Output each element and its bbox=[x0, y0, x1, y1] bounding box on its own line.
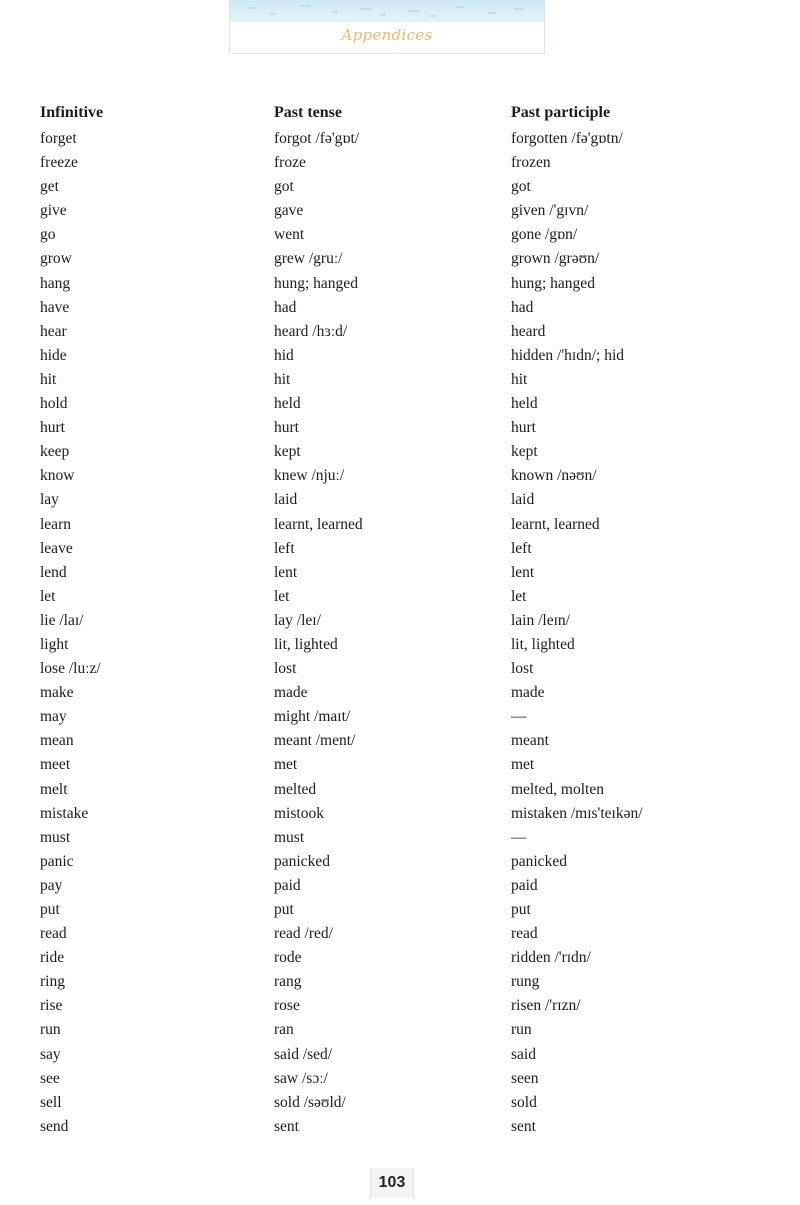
page-number: 103 bbox=[370, 1168, 414, 1198]
past-tense-cell: lost bbox=[274, 660, 297, 678]
infinitive-cell: grow bbox=[40, 250, 72, 268]
past-participle-cell: — bbox=[511, 828, 527, 846]
past-tense-cell: had bbox=[274, 298, 297, 316]
past-tense-cell: paid bbox=[274, 876, 301, 894]
past-tense-cell: lit, lighted bbox=[274, 635, 338, 653]
infinitive-cell: mean bbox=[40, 732, 74, 750]
past-tense-cell: rang bbox=[274, 973, 302, 991]
table-row bbox=[0, 200, 800, 224]
past-participle-cell: left bbox=[511, 539, 532, 557]
infinitive-cell: freeze bbox=[40, 154, 78, 172]
table-row bbox=[0, 321, 800, 345]
infinitive-cell: see bbox=[40, 1069, 60, 1087]
past-tense-cell: hit bbox=[274, 370, 291, 388]
infinitive-cell: light bbox=[40, 635, 69, 653]
past-participle-cell: forgotten /fə'gɒtn/ bbox=[511, 130, 623, 147]
past-participle-cell: paid bbox=[511, 876, 538, 894]
past-participle-cell: sent bbox=[511, 1117, 536, 1135]
infinitive-cell: sell bbox=[40, 1093, 62, 1111]
infinitive-cell: may bbox=[40, 708, 67, 726]
table-row bbox=[0, 706, 800, 730]
table-row bbox=[0, 152, 800, 176]
past-tense-cell: put bbox=[274, 901, 294, 918]
infinitive-cell: meet bbox=[40, 756, 71, 774]
past-tense-cell: must bbox=[274, 828, 305, 846]
table-row bbox=[0, 658, 800, 682]
infinitive-cell: put bbox=[40, 901, 60, 918]
table-row bbox=[0, 514, 800, 538]
infinitive-cell: hide bbox=[40, 346, 67, 364]
table-row bbox=[0, 1044, 800, 1068]
infinitive-cell: say bbox=[40, 1045, 61, 1063]
past-tense-cell: lent bbox=[274, 563, 298, 581]
past-participle-cell: got bbox=[511, 178, 531, 196]
past-participle-cell: heard bbox=[511, 322, 546, 340]
table-row bbox=[0, 297, 800, 321]
infinitive-cell: get bbox=[40, 178, 59, 196]
past-participle-cell: had bbox=[511, 298, 534, 316]
infinitive-cell: hurt bbox=[40, 419, 65, 437]
infinitive-cell: ride bbox=[40, 949, 65, 967]
past-tense-cell: sold /səʊld/ bbox=[274, 1093, 346, 1111]
table-row bbox=[0, 682, 800, 706]
infinitive-cell: leave bbox=[40, 539, 73, 557]
past-tense-cell: panicked bbox=[274, 852, 330, 870]
past-tense-cell: ran bbox=[274, 1021, 294, 1039]
past-tense-cell: hurt bbox=[274, 419, 299, 437]
past-participle-cell: melted, molten bbox=[511, 780, 604, 798]
section-header-tab bbox=[229, 0, 545, 54]
past-participle-cell: hidden /'hɪdn/; hid bbox=[511, 346, 625, 364]
infinitive-cell: lie /laɪ/ bbox=[40, 611, 84, 629]
past-tense-cell: learnt, learned bbox=[274, 515, 363, 533]
past-participle-cell: — bbox=[511, 708, 527, 726]
table-row bbox=[0, 1092, 800, 1116]
table-header-row bbox=[0, 104, 800, 126]
past-participle-cell: known /nəʊn/ bbox=[511, 467, 597, 485]
past-tense-cell: rose bbox=[274, 997, 300, 1015]
header-decoration bbox=[230, 0, 544, 22]
table-row bbox=[0, 393, 800, 417]
past-participle-cell: put bbox=[511, 901, 531, 918]
table-row bbox=[0, 1116, 800, 1140]
infinitive-cell: have bbox=[40, 298, 70, 316]
table-row bbox=[0, 634, 800, 658]
infinitive-cell: let bbox=[40, 587, 56, 605]
past-participle-cell: kept bbox=[511, 443, 538, 461]
past-tense-cell: kept bbox=[274, 443, 301, 461]
past-tense-cell: let bbox=[274, 587, 290, 605]
past-tense-cell: hung; hanged bbox=[274, 274, 358, 292]
table-row bbox=[0, 803, 800, 827]
infinitive-cell: read bbox=[40, 925, 67, 943]
past-tense-cell: said /sed/ bbox=[274, 1045, 333, 1063]
past-participle-cell: lit, lighted bbox=[511, 635, 575, 653]
infinitive-cell: lend bbox=[40, 563, 67, 581]
table-row bbox=[0, 851, 800, 875]
past-tense-cell: got bbox=[274, 178, 294, 196]
infinitive-cell: go bbox=[40, 226, 56, 244]
past-participle-cell: met bbox=[511, 756, 535, 774]
past-participle-cell: hit bbox=[511, 370, 528, 388]
past-tense-cell: froze bbox=[274, 154, 306, 172]
irregular-verbs-table bbox=[0, 128, 800, 1140]
table-row bbox=[0, 345, 800, 369]
infinitive-cell: know bbox=[40, 467, 75, 485]
past-tense-cell: forgot /fə'gɒt/ bbox=[274, 130, 360, 147]
table-row bbox=[0, 827, 800, 851]
infinitive-cell: hit bbox=[40, 370, 57, 388]
past-participle-cell: rung bbox=[511, 973, 540, 991]
past-tense-cell: read /red/ bbox=[274, 925, 333, 943]
table-row bbox=[0, 779, 800, 803]
infinitive-cell: hang bbox=[40, 274, 71, 292]
table-row bbox=[0, 730, 800, 754]
past-tense-cell: lay /leɪ/ bbox=[274, 611, 321, 629]
infinitive-cell: keep bbox=[40, 443, 70, 461]
past-participle-cell: panicked bbox=[511, 852, 567, 870]
past-tense-cell: heard /hɜːd/ bbox=[274, 322, 348, 340]
infinitive-cell: ring bbox=[40, 973, 65, 991]
past-tense-cell: gave bbox=[274, 202, 304, 220]
past-participle-cell: lent bbox=[511, 563, 535, 581]
past-participle-cell: gone /gɒn/ bbox=[511, 226, 578, 244]
past-tense-cell: melted bbox=[274, 780, 317, 798]
table-row bbox=[0, 971, 800, 995]
table-row bbox=[0, 176, 800, 200]
infinitive-cell: give bbox=[40, 202, 67, 220]
section-title: Appendices bbox=[341, 26, 433, 44]
table-row bbox=[0, 754, 800, 778]
infinitive-cell: hear bbox=[40, 322, 67, 340]
past-participle-cell: hung; hanged bbox=[511, 274, 595, 292]
infinitive-cell: send bbox=[40, 1117, 69, 1135]
table-row bbox=[0, 875, 800, 899]
past-participle-cell: mistaken /mɪs'teɪkən/ bbox=[511, 804, 643, 822]
infinitive-cell: forget bbox=[40, 130, 77, 147]
infinitive-cell: mistake bbox=[40, 804, 89, 822]
table-row bbox=[0, 947, 800, 971]
past-participle-cell: run bbox=[511, 1021, 532, 1039]
infinitive-cell: rise bbox=[40, 997, 63, 1015]
past-participle-cell: seen bbox=[511, 1069, 539, 1087]
table-row bbox=[0, 441, 800, 465]
past-tense-cell: laid bbox=[274, 491, 298, 509]
table-row bbox=[0, 248, 800, 272]
table-row bbox=[0, 1019, 800, 1043]
table-row bbox=[0, 538, 800, 562]
header-decoration-band bbox=[230, 0, 544, 22]
infinitive-cell: lay bbox=[40, 491, 59, 509]
past-tense-cell: mistook bbox=[274, 804, 324, 822]
past-tense-cell: sent bbox=[274, 1117, 299, 1135]
table-row bbox=[0, 995, 800, 1019]
table-row bbox=[0, 224, 800, 248]
infinitive-cell: pay bbox=[40, 876, 63, 894]
past-tense-cell: made bbox=[274, 684, 308, 702]
infinitive-cell: melt bbox=[40, 780, 68, 798]
past-tense-cell: left bbox=[274, 539, 295, 557]
past-participle-cell: hurt bbox=[511, 419, 536, 437]
past-tense-cell: knew /njuː/ bbox=[274, 467, 345, 485]
column-header-infinitive: Infinitive bbox=[40, 104, 104, 121]
table-row bbox=[0, 465, 800, 489]
past-tense-cell: meant /ment/ bbox=[274, 732, 356, 750]
infinitive-cell: run bbox=[40, 1021, 61, 1039]
past-participle-cell: laid bbox=[511, 491, 535, 509]
past-tense-cell: met bbox=[274, 756, 298, 774]
past-participle-cell: read bbox=[511, 925, 538, 943]
infinitive-cell: make bbox=[40, 684, 74, 702]
table-row bbox=[0, 489, 800, 513]
past-participle-cell: learnt, learned bbox=[511, 515, 600, 533]
table-row bbox=[0, 899, 800, 923]
past-participle-cell: said bbox=[511, 1045, 536, 1063]
past-participle-cell: meant bbox=[511, 732, 549, 750]
past-tense-cell: saw /sɔː/ bbox=[274, 1069, 328, 1087]
column-header-past-tense: Past tense bbox=[274, 104, 342, 121]
table-row bbox=[0, 562, 800, 586]
table-row bbox=[0, 586, 800, 610]
past-tense-cell: held bbox=[274, 395, 301, 413]
past-participle-cell: lain /leɪn/ bbox=[511, 611, 570, 629]
past-tense-cell: hid bbox=[274, 346, 294, 364]
past-tense-cell: grew /gruː/ bbox=[274, 250, 343, 268]
table-row bbox=[0, 128, 800, 152]
past-tense-cell: rode bbox=[274, 949, 302, 967]
table-row bbox=[0, 417, 800, 441]
table-row bbox=[0, 923, 800, 947]
past-tense-cell: might /maɪt/ bbox=[274, 708, 351, 726]
past-participle-cell: grown /grəʊn/ bbox=[511, 250, 600, 268]
table-row bbox=[0, 273, 800, 297]
infinitive-cell: lose /luːz/ bbox=[40, 660, 101, 678]
past-participle-cell: made bbox=[511, 684, 545, 702]
past-participle-cell: sold bbox=[511, 1093, 537, 1111]
infinitive-cell: panic bbox=[40, 852, 74, 870]
past-participle-cell: held bbox=[511, 395, 538, 413]
table-row bbox=[0, 1068, 800, 1092]
column-header-past-participle: Past participle bbox=[511, 104, 611, 121]
past-participle-cell: risen /'rɪzn/ bbox=[511, 997, 581, 1015]
past-participle-cell: let bbox=[511, 587, 527, 605]
infinitive-cell: learn bbox=[40, 515, 71, 533]
table-row bbox=[0, 369, 800, 393]
past-tense-cell: went bbox=[274, 226, 305, 244]
past-participle-cell: lost bbox=[511, 660, 534, 678]
infinitive-cell: must bbox=[40, 828, 71, 846]
past-participle-cell: frozen bbox=[511, 154, 551, 172]
infinitive-cell: hold bbox=[40, 395, 68, 413]
past-participle-cell: ridden /'rɪdn/ bbox=[511, 949, 591, 967]
table-row bbox=[0, 610, 800, 634]
past-participle-cell: given /'gɪvn/ bbox=[511, 202, 589, 220]
